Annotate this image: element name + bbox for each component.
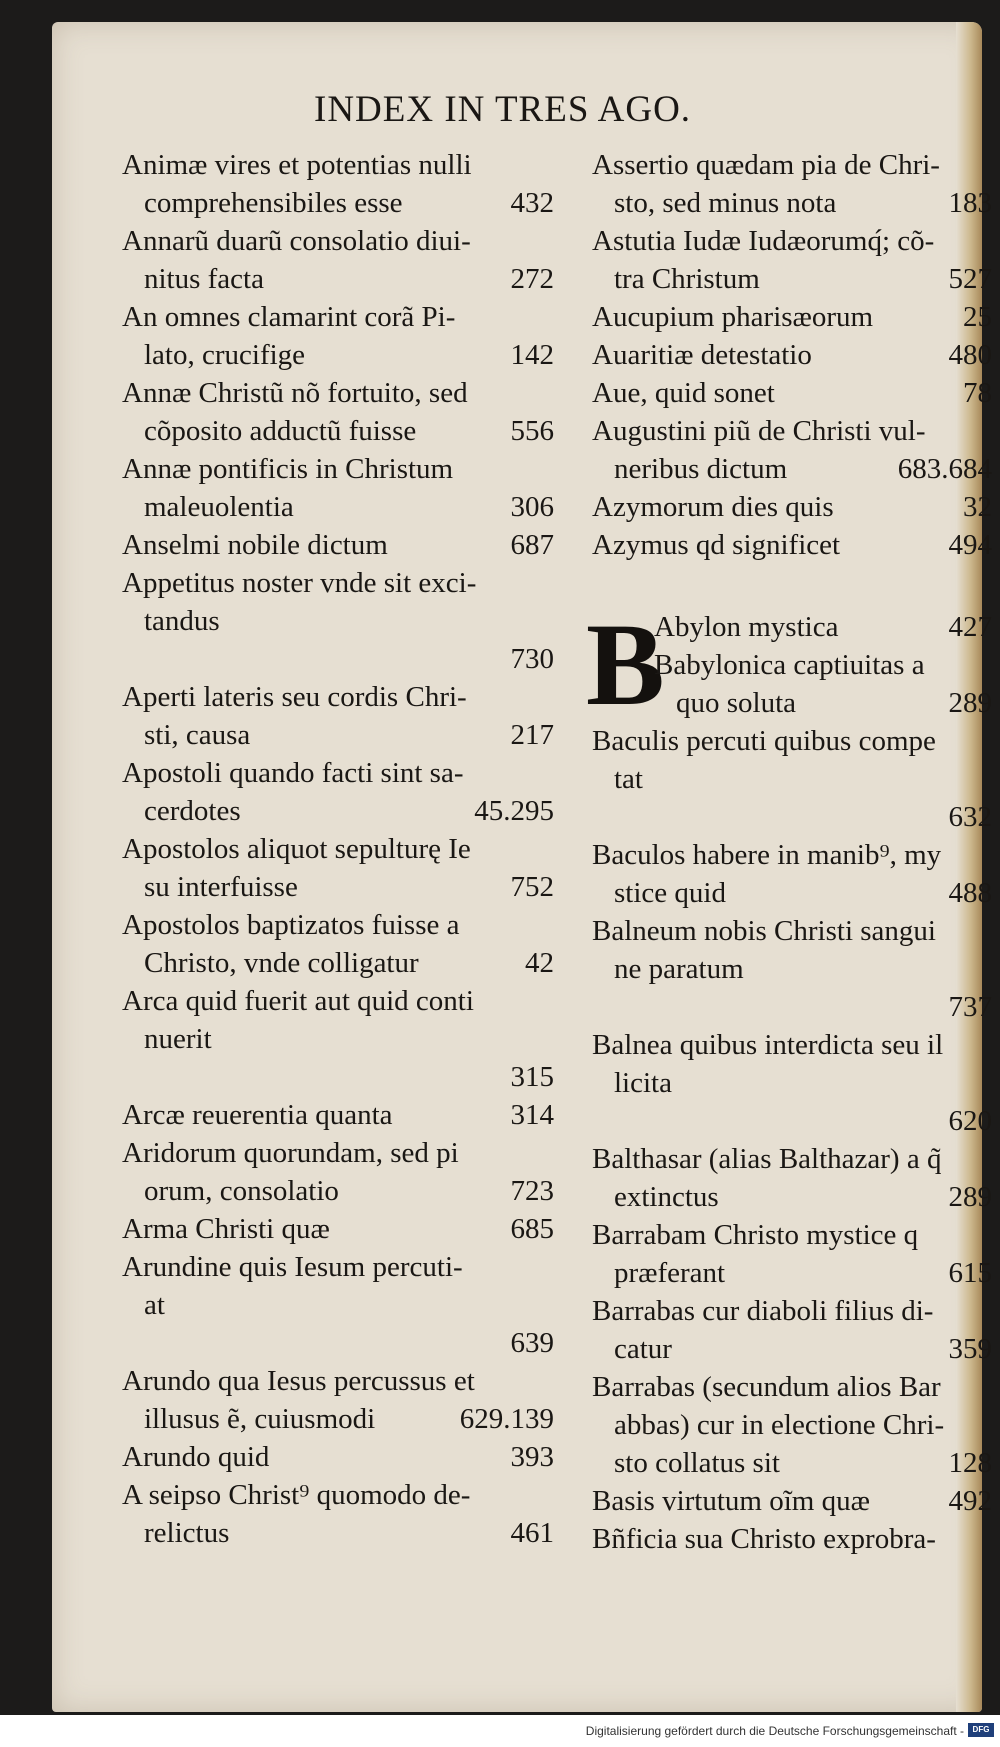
index-entry-line: Annæ pontificis in Christum [122, 453, 454, 485]
index-entry [122, 1210, 554, 1248]
index-entry-line: ne paratum [614, 953, 744, 985]
index-entry-line: Barrabas (secundum alios Bar [592, 1371, 941, 1403]
index-entry [122, 1134, 554, 1210]
index-entry [592, 412, 992, 488]
index-entry-line: Barrabas cur diaboli filius di- [592, 1295, 934, 1327]
index-entry [122, 754, 554, 830]
index-entry-line: tra Christum [614, 263, 760, 295]
index-entry-line [122, 1324, 554, 1362]
page-reference: 142 [510, 339, 554, 371]
index-entry [122, 906, 554, 982]
index-entry-line: tat [614, 763, 643, 795]
index-entry-line: stice quid [614, 877, 726, 909]
page-reference: 45.295 [474, 795, 554, 827]
index-entry-line: An omnes clamarint corã Pi- [122, 301, 456, 333]
page-reference: 620 [948, 1105, 992, 1137]
index-entry-line: lato, crucifige [144, 339, 306, 371]
index-entry-line: Appetitus noster vnde sit exci- [122, 567, 477, 599]
index-entry [122, 1476, 554, 1552]
page-reference: 556 [510, 415, 554, 447]
index-entry-line: comprehensibiles esse [144, 187, 403, 219]
index-entry [592, 1216, 992, 1292]
page-reference: 78 [963, 377, 992, 409]
index-entry [122, 1362, 554, 1438]
index-entry [122, 450, 554, 526]
index-entry-line: su interfuisse [144, 871, 298, 903]
index-entry-line: præferant [614, 1257, 726, 1289]
index-entry-line: Annarũ duarũ consolatio diui- [122, 225, 471, 257]
index-entry [592, 1292, 992, 1368]
index-entry [592, 526, 992, 564]
index-entry-line: Augustini piũ de Christi vul- [592, 415, 926, 447]
index-entry [122, 678, 554, 754]
page-reference: 427 [948, 611, 992, 643]
page-reference: 32 [963, 491, 992, 523]
page-reference: 480 [948, 339, 992, 371]
index-entry-line: nitus facta [144, 263, 264, 295]
index-entry [122, 222, 554, 298]
index-entry-line: cõposito adductũ fuisse [144, 415, 417, 447]
page-reference: 737 [948, 991, 992, 1023]
page-reference: 359 [948, 1333, 992, 1365]
index-entry-line: licita [614, 1067, 672, 1099]
index-entry [654, 608, 992, 646]
index-group-b-opening-entries [654, 608, 992, 722]
index-entry [592, 488, 992, 526]
index-entry-line: sto, sed minus nota [614, 187, 837, 219]
page-reference: 629.139 [459, 1403, 554, 1435]
index-entry [592, 146, 992, 222]
index-entry-line: maleuolentia [144, 491, 294, 523]
page-reference: 289 [948, 687, 992, 719]
index-entry-line: Azymorum dies quis [592, 491, 834, 523]
digitization-footer [0, 1715, 1000, 1747]
page-reference: 289 [948, 1181, 992, 1213]
index-entry-line: extinctus [614, 1181, 719, 1213]
index-entry-line: at [144, 1289, 165, 1321]
page-reference: 128 [948, 1447, 992, 1479]
index-entry-line: Abylon mystica [654, 611, 839, 643]
index-entry-line: Balneum nobis Christi sangui [592, 915, 936, 947]
index-entry [592, 1140, 992, 1216]
index-entry [592, 1520, 992, 1558]
index-entry-line: catur [614, 1333, 672, 1365]
index-entry [592, 1482, 992, 1520]
index-entry [122, 982, 554, 1096]
index-entry-line: Christo, vnde colligatur [144, 947, 419, 979]
index-entry-line: sto collatus sit [614, 1447, 780, 1479]
drop-cap-initial: B [586, 599, 665, 730]
page-reference: 683.684 [897, 453, 992, 485]
page-reference: 615 [948, 1257, 992, 1289]
index-entry-line: Arcæ reuerentia quanta [122, 1099, 393, 1131]
index-entry [122, 830, 554, 906]
page-reference: 306 [510, 491, 554, 523]
page-reference: 494 [948, 529, 992, 561]
index-entry-line: Arundo qua Iesus percussus et [122, 1365, 475, 1397]
index-entry-line [592, 798, 992, 836]
index-entry [592, 722, 992, 836]
index-entry [592, 1026, 992, 1140]
index-entry-line: Astutia Iudæ Iudæorumq́; cõ- [592, 225, 935, 257]
index-entry-line: Animæ vires et potentias nulli [122, 149, 472, 181]
index-entry [592, 222, 992, 298]
index-entry-line: Annæ Christũ nõ fortuito, sed [122, 377, 468, 409]
book-page [52, 22, 992, 1712]
index-entry-line: A seipso Christ⁹ quomodo de- [122, 1479, 471, 1511]
index-entry-line: Assertio quædam pia de Chri- [592, 149, 940, 181]
index-entry-line: Arma Christi quæ [122, 1213, 330, 1245]
index-entry [592, 836, 992, 912]
index-entry-line: Aridorum quorundam, sed pi [122, 1137, 459, 1169]
index-group-b [592, 722, 992, 1558]
index-entry-line: Aue, quid sonet [592, 377, 775, 409]
index-entry [122, 374, 554, 450]
page-reference: 217 [510, 719, 554, 751]
page-reference: 488 [948, 877, 992, 909]
index-entry [592, 912, 992, 1026]
index-entry [122, 526, 554, 564]
index-entry-line: illusus ẽ, cuiusmodi [144, 1403, 376, 1435]
index-entry-line: abbas) cur in electione Chri- [614, 1409, 945, 1441]
section-b-opening [586, 599, 992, 730]
index-entry-line: Aucupium pharisæorum [592, 301, 874, 333]
index-entry-line: cerdotes [144, 795, 241, 827]
page-reference: 723 [510, 1175, 554, 1207]
index-entry [122, 298, 554, 374]
index-entry-line: Balthasar (alias Balthazar) a q̃ [592, 1143, 942, 1175]
index-entry-line: quo soluta [676, 687, 797, 719]
index-entry-line: Apostolos baptizatos fuisse a [122, 909, 460, 941]
index-entry-line [592, 1102, 992, 1140]
index-group-a-continued [592, 146, 992, 564]
index-entry-line: Auaritiæ detestatio [592, 339, 812, 371]
index-entry [654, 646, 992, 722]
index-entry-line: Aperti lateris seu cordis Chri- [122, 681, 467, 713]
index-entry-line: Arca quid fuerit aut quid conti [122, 985, 474, 1017]
index-entry-line: Baculos habere in manib⁹, my [592, 839, 942, 871]
index-entry [122, 1438, 554, 1476]
index-entry-line: Arundine quis Iesum percuti- [122, 1251, 463, 1283]
index-entry [122, 1096, 554, 1134]
page-reference: 685 [510, 1213, 554, 1245]
index-entry-line [122, 1058, 554, 1096]
index-entry-line: nuerit [144, 1023, 212, 1055]
index-column-left [122, 146, 554, 1552]
index-entry-line: sti, causa [144, 719, 251, 751]
index-entry [122, 1248, 554, 1362]
index-entry-line: Basis virtutum oĩm quæ [592, 1485, 870, 1517]
index-entry-line: Apostolos aliquot sepulturę Ie [122, 833, 471, 865]
index-entry-line: Babylonica captiuitas a [654, 649, 925, 681]
index-entry-line: neribus dictum [614, 453, 788, 485]
index-entry-line: Barrabam Christo mystice q [592, 1219, 919, 1251]
index-entry [592, 336, 992, 374]
page-reference: 183 [948, 187, 992, 219]
index-entry-line: Bñficia sua Christo exprobra- [592, 1523, 936, 1555]
page-reference: 730 [510, 643, 554, 675]
index-entry-line: Azymus qd significet [592, 529, 841, 561]
dfg-logo: DFG [968, 1723, 994, 1737]
page-reference: 314 [510, 1099, 554, 1131]
index-entry [122, 146, 554, 222]
index-entry-line: orum, consolatio [144, 1175, 339, 1207]
page-reference: 315 [510, 1061, 554, 1093]
index-entry-line: Anselmi nobile dictum [122, 529, 388, 561]
index-entry [592, 1368, 992, 1482]
index-entry [592, 298, 992, 336]
index-entry-line: tandus [144, 605, 220, 637]
page-reference: 432 [510, 187, 554, 219]
page-reference: 752 [510, 871, 554, 903]
index-entry-line: Arundo quid [122, 1441, 270, 1473]
index-entry-line: relictus [144, 1517, 230, 1549]
index-entry-line [592, 988, 992, 1026]
running-head: INDEX IN TRES AGO. [314, 89, 692, 130]
page-reference: 461 [510, 1517, 554, 1549]
page-reference: 632 [948, 801, 992, 833]
index-entry-line [122, 640, 554, 678]
index-entry-line: Apostoli quando facti sint sa- [122, 757, 464, 789]
page-reference: 25 [963, 301, 992, 333]
page-reference: 42 [525, 947, 554, 979]
page-reference: 527 [948, 263, 992, 295]
page-reference: 492 [948, 1485, 992, 1517]
footer-credit: Digitalisierung gefördert durch die Deutsche Forschungsgemeinschaft - [585, 1724, 964, 1738]
index-entry [122, 564, 554, 678]
index-entry-line: Baculis percuti quibus compe [592, 725, 936, 757]
index-entry-line: Balnea quibus interdicta seu il [592, 1029, 944, 1061]
index-entry [592, 374, 992, 412]
page-reference: 639 [510, 1327, 554, 1359]
page-reference: 272 [510, 263, 554, 295]
page-reference: 393 [510, 1441, 554, 1473]
page-reference: 687 [510, 529, 554, 561]
index-column-right [586, 146, 992, 1558]
